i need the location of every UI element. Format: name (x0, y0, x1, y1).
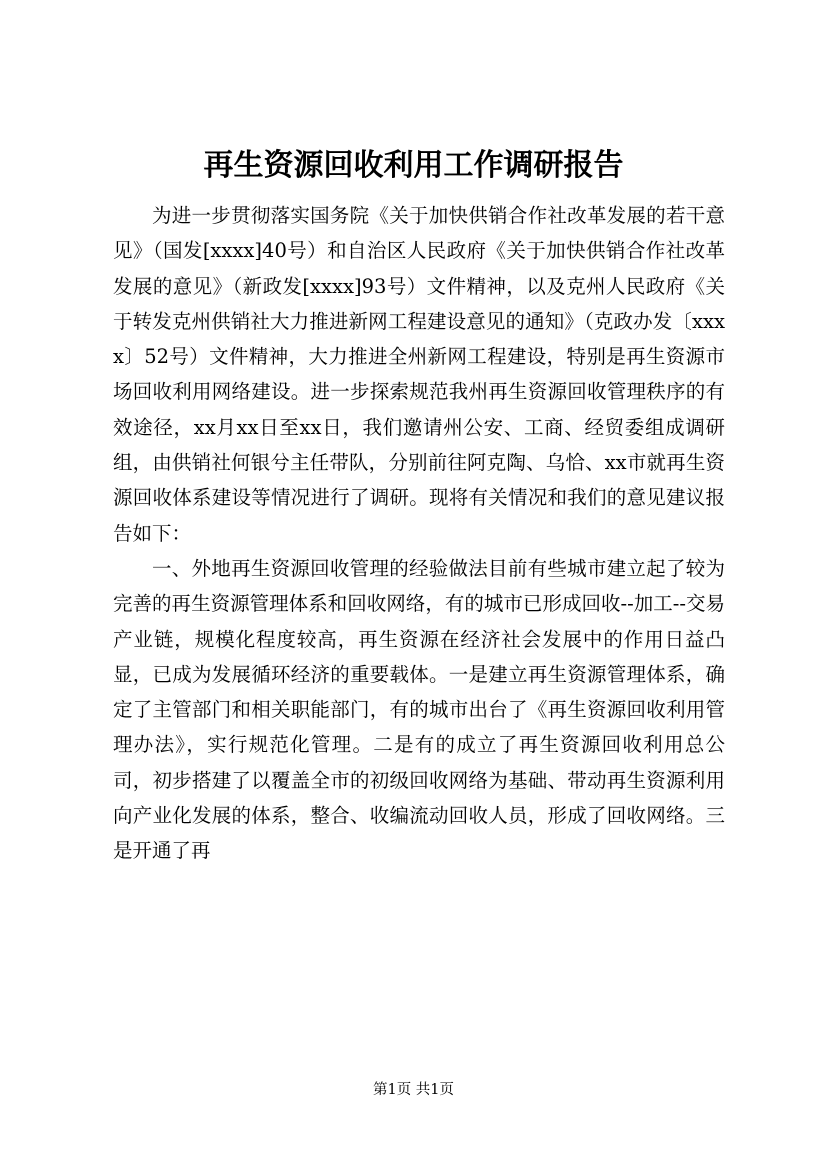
paragraph-intro: 为进一步贯彻落实国务院《关于加快供销合作社改革发展的若干意见》（国发[xxxx]40号）和自治区人民政府《关于加快供销合作社改革发展的意见》（新政发[xxxx]93号）文件精神，以及克州人民政府《关于转发克州供销社大力推进新网工程建设意见的通知》（克政办发〔xxxx〕52号）文件精神，大力推进全州新网工程建设，特别是再生资源市场回收利用网络建设。进一步探索规范我州再生资源回收管理秩序的有效途径，xx月xx日至xx日，我们邀请州公安、工商、经贸委组成调研组，由供销社何银兮主任带队，分别前往阿克陶、乌恰、xx市就再生资源回收体系建设等情况进行了调研。现将有关情况和我们的意见建议报告如下： (113, 204, 725, 545)
paragraph-section-one: 一、外地再生资源回收管理的经验做法目前有些城市建立起了较为完善的再生资源管理体系和回收网络，有的城市已形成回收--加工--交易产业链，规模化程度较高，再生资源在经济社会发展中的作用日益凸显，已成为发展循环经济的重要载体。一是建立再生资源管理体系，确定了主管部门和相关职能部门，有的城市出台了《再生资源回收利用管理办法》，实行规范化管理。二是有的成立了再生资源回收利用总公司，初步搭建了以覆盖全市的初级回收网络为基础、带动再生资源利用向产业化发展的体系，整合、收编流动回收人员，形成了回收网络。三是开通了再 (113, 556, 725, 863)
page-footer: 第1页 共1页 (372, 1082, 455, 1098)
document-body (113, 198, 725, 869)
document-title: 再生资源回收利用工作调研报告 (203, 148, 624, 183)
